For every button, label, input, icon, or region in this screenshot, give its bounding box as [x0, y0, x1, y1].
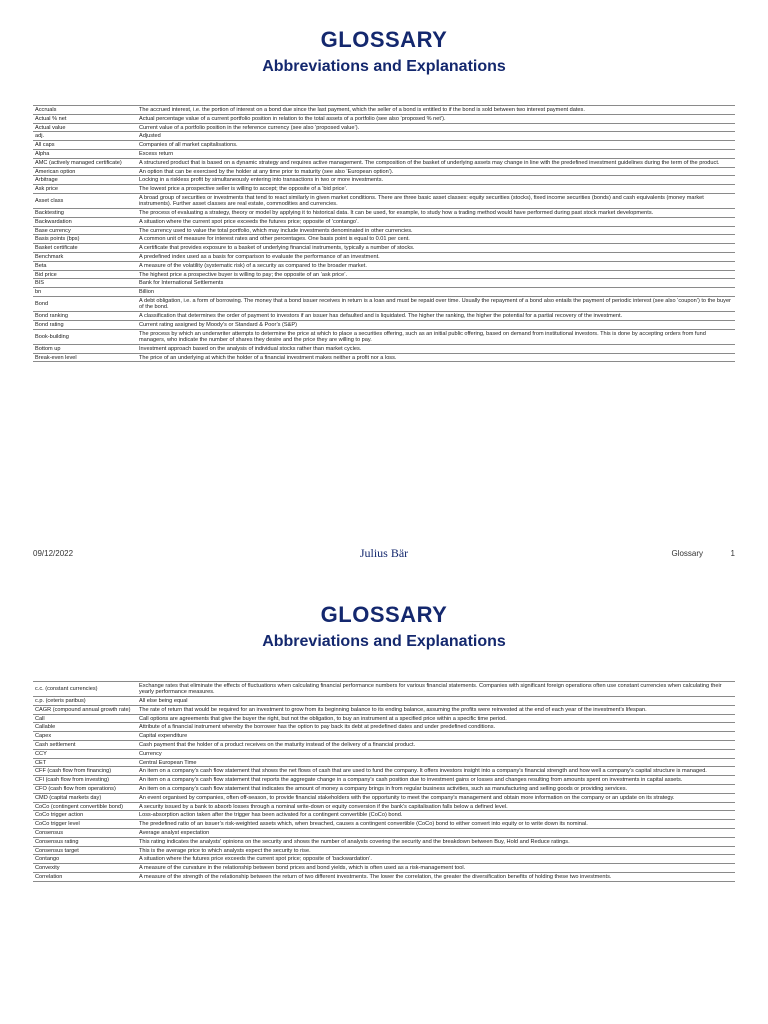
- glossary-row: [33, 829, 735, 838]
- glossary-term: Book-building: [33, 329, 137, 344]
- glossary-term: BIS: [33, 279, 137, 288]
- glossary-row: [33, 811, 735, 820]
- glossary-row: [33, 209, 735, 218]
- glossary-page-2: [0, 575, 768, 1024]
- glossary-row: [33, 329, 735, 344]
- glossary-definition: A broad group of securities or investments that tend to react similarly in given market conditions. There are three basic asset classes: equity securities (stocks), fixed income securities (bonds) and cash equivalents (money market instruments). Further asset classes are real estate, commodities and currencies.: [137, 193, 735, 208]
- glossary-definition: The highest price a prospective buyer is willing to pay; the opposite of an ‘ask price’.: [137, 270, 735, 279]
- glossary-term: CET: [33, 758, 137, 767]
- glossary-row: [33, 864, 735, 873]
- glossary-term: Beta: [33, 261, 137, 270]
- glossary-term: Callable: [33, 723, 137, 732]
- glossary-term: Bond ranking: [33, 312, 137, 321]
- glossary-definition: A measure of the strength of the relationship between the return of two different investments. The lower the correlation, the greater the diversification benefits of holding these two investments.: [137, 873, 735, 882]
- glossary-term: Bond rating: [33, 320, 137, 329]
- glossary-definition: Exchange rates that eliminate the effects of fluctuations when calculating financial performance numbers for various financial statements. Companies with significant foreign operations often use constant currencies when calculating their yearly performance measures.: [137, 682, 735, 697]
- glossary-term: c.c. (constant currencies): [33, 682, 137, 697]
- glossary-row: [33, 682, 735, 697]
- glossary-term: Backwardation: [33, 217, 137, 226]
- glossary-definition: A classification that determines the order of payment to investors if an issuer has defaulted and is liquidated. The higher the ranking, the higher the potential for a partial recovery of the investment.: [137, 312, 735, 321]
- glossary-definition: The lowest price a prospective seller is willing to accept; the opposite of a ‘bid price’.: [137, 185, 735, 194]
- glossary-term: adj.: [33, 132, 137, 141]
- glossary-term: Backtesting: [33, 209, 137, 218]
- glossary-definition: A common unit of measure for interest rates and other percentages. One basis point is equal to 0.01 per cent.: [137, 235, 735, 244]
- glossary-term: Cash settlement: [33, 741, 137, 750]
- glossary-row: [33, 123, 735, 132]
- glossary-definition: Bank for International Settlements: [137, 279, 735, 288]
- glossary-definition: The process of evaluating a strategy, theory or model by applying it to historical data. It can be used, for example, to study how a trading method would have performed during past stock market developments.: [137, 209, 735, 218]
- glossary-definition: Companies of all market capitalisations.: [137, 141, 735, 150]
- glossary-row: [33, 873, 735, 882]
- glossary-term: All caps: [33, 141, 137, 150]
- glossary-term: Alpha: [33, 149, 137, 158]
- glossary-term: Break-even level: [33, 353, 137, 362]
- glossary-definition: An item on a company’s cash flow statement that reports the aggregate change in a company’s cash position due to investment gains or losses and changes resulting from amounts spent on investments in capital assets.: [137, 776, 735, 785]
- glossary-row: [33, 106, 735, 115]
- glossary-definition: An item on a company’s cash flow statement that shows the net flows of cash that are used to fund the company. It offers investors insight into a company’s financial strength and how well a company’s capital structure is managed.: [137, 767, 735, 776]
- glossary-definition: Central European Time: [137, 758, 735, 767]
- glossary-definition: Attribute of a financial instrument whereby the borrower has the option to pay back its debt at predefined dates and under predefined conditions.: [137, 723, 735, 732]
- page-title: GLOSSARY: [320, 602, 448, 627]
- glossary-definition: Current rating assigned by Moody’s or Standard & Poor’s (S&P): [137, 320, 735, 329]
- glossary-term: Basket certificate: [33, 244, 137, 253]
- glossary-row: [33, 732, 735, 741]
- glossary-row: [33, 235, 735, 244]
- glossary-term: Arbitrage: [33, 176, 137, 185]
- glossary-definition: Current value of a portfolio position in the reference currency (see also ‘proposed value’).: [137, 123, 735, 132]
- glossary-term: Actual value: [33, 123, 137, 132]
- glossary-row: [33, 297, 735, 312]
- footer-date: 09/12/2022: [33, 549, 74, 558]
- glossary-definition: Adjusted: [137, 132, 735, 141]
- glossary-term: Actual % net: [33, 114, 137, 123]
- glossary-definition: An event organised by companies, often off-season, to provide financial stakeholders with the opportunity to meet the company’s management and obtain more information on the company or an update on its strategy.: [137, 793, 735, 802]
- glossary-row: [33, 697, 735, 706]
- glossary-definition: Loss-absorption action taken after the trigger has been activated for a contingent convertible (CoCo) bond.: [137, 811, 735, 820]
- glossary-term: Consensus: [33, 829, 137, 838]
- glossary-term: CFI (cash flow from investing): [33, 776, 137, 785]
- glossary-definition: A measure of the volatility (systematic risk) of a security as compared to the broader market.: [137, 261, 735, 270]
- glossary-term: Accruals: [33, 106, 137, 115]
- glossary-row: [33, 353, 735, 362]
- page-title: GLOSSARY: [320, 27, 448, 52]
- glossary-row: [33, 167, 735, 176]
- glossary-definition: A situation where the futures price exceeds the current spot price; opposite of ‘backwardation’.: [137, 855, 735, 864]
- page-subtitle: Abbreviations and Explanations: [262, 58, 506, 75]
- glossary-row: [33, 793, 735, 802]
- glossary-term: Call: [33, 714, 137, 723]
- glossary-definition: The price of an underlying at which the holder of a financial investment makes neither a profit nor a loss.: [137, 353, 735, 362]
- glossary-definition: Billion: [137, 288, 735, 297]
- glossary-row: [33, 185, 735, 194]
- glossary-row: [33, 158, 735, 167]
- glossary-row: [33, 149, 735, 158]
- glossary-row: [33, 320, 735, 329]
- glossary-definition: Actual percentage value of a current portfolio position in relation to the total assets of a portfolio (see also ‘proposed % net’).: [137, 114, 735, 123]
- glossary-row: [33, 846, 735, 855]
- glossary-term: Capex: [33, 732, 137, 741]
- glossary-row: [33, 253, 735, 262]
- glossary-row: [33, 312, 735, 321]
- glossary-term: American option: [33, 167, 137, 176]
- glossary-definition: The rate of return that would be required for an investment to grow from its beginning balance to its ending balance, assuming the profits were reinvested at the end of each year of the investment’s lifespan.: [137, 705, 735, 714]
- glossary-definition: A certificate that provides exposure to a basket of underlying financial instruments, typically a number of stocks.: [137, 244, 735, 253]
- glossary-term: Bottom up: [33, 344, 137, 353]
- page-number: 1: [730, 549, 735, 558]
- glossary-row: [33, 226, 735, 235]
- glossary-definition: This rating indicates the analysts’ opinions on the security and shows the number of analysts covering the security and the breakdown between Buy, Hold and Reduce ratings.: [137, 837, 735, 846]
- glossary-definition: A debt obligation, i.e. a form of borrowing. The money that a bond issuer receives in return is a loan and must be repaid over time. Usually the repayment of a bond also entails the payment of periodic interest (see also ‘coupon’) to the buyer of the bond.: [137, 297, 735, 312]
- glossary-definition: All else being equal: [137, 697, 735, 706]
- glossary-row: [33, 820, 735, 829]
- glossary-definition: An option that can be exercised by the holder at any time prior to maturity (see also ‘European option’).: [137, 167, 735, 176]
- glossary-term: CCY: [33, 749, 137, 758]
- glossary-definition: Average analyst expectation: [137, 829, 735, 838]
- glossary-definition: The currency used to value the total portfolio, which may include investments denominated in other currencies.: [137, 226, 735, 235]
- glossary-row: [33, 141, 735, 150]
- glossary-definition: The accrued interest, i.e. the portion of interest on a bond due since the last payment, which the seller of a bond is entitled to if the bond is sold between two interest payment dates.: [137, 106, 735, 115]
- glossary-row: [33, 270, 735, 279]
- glossary-term: Correlation: [33, 873, 137, 882]
- glossary-row: [33, 261, 735, 270]
- glossary-term: CFF (cash flow from financing): [33, 767, 137, 776]
- glossary-definition: Currency: [137, 749, 735, 758]
- glossary-term: Consensus target: [33, 846, 137, 855]
- glossary-definition: A situation where the current spot price exceeds the futures price; opposite of ‘contango’.: [137, 217, 735, 226]
- glossary-row: [33, 114, 735, 123]
- glossary-row: [33, 741, 735, 750]
- glossary-definition: A predefined index used as a basis for comparison to evaluate the performance of an investment.: [137, 253, 735, 262]
- glossary-definition: A structured product that is based on a dynamic strategy and requires active management. The composition of the basket of underlying assets may change in line with the predefined investment guidelines during the term of the product.: [137, 158, 735, 167]
- glossary-term: Base currency: [33, 226, 137, 235]
- glossary-definition: The predefined ratio of an issuer’s risk-weighted assets which, when breached, causes a contingent convertible (CoCo) bond to either convert into equity or to write down its nominal.: [137, 820, 735, 829]
- glossary-row: [33, 244, 735, 253]
- glossary-term: bn: [33, 288, 137, 297]
- glossary-row: [33, 193, 735, 208]
- glossary-definition: Call options are agreements that give the buyer the right, but not the obligation, to buy an instrument at a specified price within a specific time period.: [137, 714, 735, 723]
- glossary-term: CoCo (contingent convertible bond): [33, 802, 137, 811]
- glossary-row: [33, 767, 735, 776]
- glossary-row: [33, 837, 735, 846]
- glossary-row: [33, 723, 735, 732]
- glossary-definition: Capital expenditure: [137, 732, 735, 741]
- glossary-term: Basis points (bps): [33, 235, 137, 244]
- page-footer: [33, 546, 735, 562]
- glossary-term: CFO (cash flow from operations): [33, 785, 137, 794]
- glossary-term: CoCo trigger action: [33, 811, 137, 820]
- glossary-definition: A security issued by a bank to absorb losses through a nominal write-down or equity conversion if the bank’s capitalisation falls below a defined level.: [137, 802, 735, 811]
- page-subtitle: Abbreviations and Explanations: [262, 633, 506, 650]
- glossary-row: [33, 758, 735, 767]
- glossary-row: [33, 217, 735, 226]
- glossary-term: CMD (capital markets day): [33, 793, 137, 802]
- glossary-row: [33, 288, 735, 297]
- glossary-term: c.p. (ceteris paribus): [33, 697, 137, 706]
- glossary-table: [33, 681, 735, 882]
- glossary-term: CAGR (compound annual growth rate): [33, 705, 137, 714]
- glossary-definition: Cash payment that the holder of a product receives on the maturity instead of the delivery of a financial product.: [137, 741, 735, 750]
- glossary-term: Bid price: [33, 270, 137, 279]
- glossary-row: [33, 749, 735, 758]
- glossary-term: Consensus rating: [33, 837, 137, 846]
- footer-label: Glossary: [671, 549, 703, 558]
- glossary-term: AMC (actively managed certificate): [33, 158, 137, 167]
- glossary-row: [33, 855, 735, 864]
- glossary-term: CoCo trigger level: [33, 820, 137, 829]
- glossary-row: [33, 705, 735, 714]
- glossary-term: Ask price: [33, 185, 137, 194]
- glossary-term: Benchmark: [33, 253, 137, 262]
- glossary-row: [33, 132, 735, 141]
- glossary-table: [33, 105, 735, 362]
- glossary-definition: Investment approach based on the analysis of individual stocks rather than market cycles.: [137, 344, 735, 353]
- brand-logo: Julius Bär: [359, 546, 409, 560]
- glossary-term: Bond: [33, 297, 137, 312]
- glossary-term: Contango: [33, 855, 137, 864]
- glossary-row: [33, 279, 735, 288]
- glossary-term: Convexity: [33, 864, 137, 873]
- glossary-row: [33, 776, 735, 785]
- glossary-definition: Locking in a riskless profit by simultaneously entering into transactions in two or more investments.: [137, 176, 735, 185]
- glossary-row: [33, 802, 735, 811]
- glossary-definition: This is the average price to which analysts expect the security to rise.: [137, 846, 735, 855]
- glossary-definition: An item on a company’s cash flow statement that indicates the amount of money a company brings in from regular business activities, such as manufacturing and selling goods or providing services.: [137, 785, 735, 794]
- glossary-row: [33, 785, 735, 794]
- glossary-definition: Excess return: [137, 149, 735, 158]
- glossary-definition: The process by which an underwriter attempts to determine the price at which to place a securities offering, such as an initial public offering, based on demand from institutional investors. This is done by accepting orders from fund managers, who indicate the number of shares they desire and the price they are willing to pay.: [137, 329, 735, 344]
- glossary-definition: A measure of the curvature in the relationship between bond prices and bond yields, which is often used as a risk-management tool.: [137, 864, 735, 873]
- glossary-row: [33, 176, 735, 185]
- glossary-row: [33, 344, 735, 353]
- glossary-term: Asset class: [33, 193, 137, 208]
- glossary-row: [33, 714, 735, 723]
